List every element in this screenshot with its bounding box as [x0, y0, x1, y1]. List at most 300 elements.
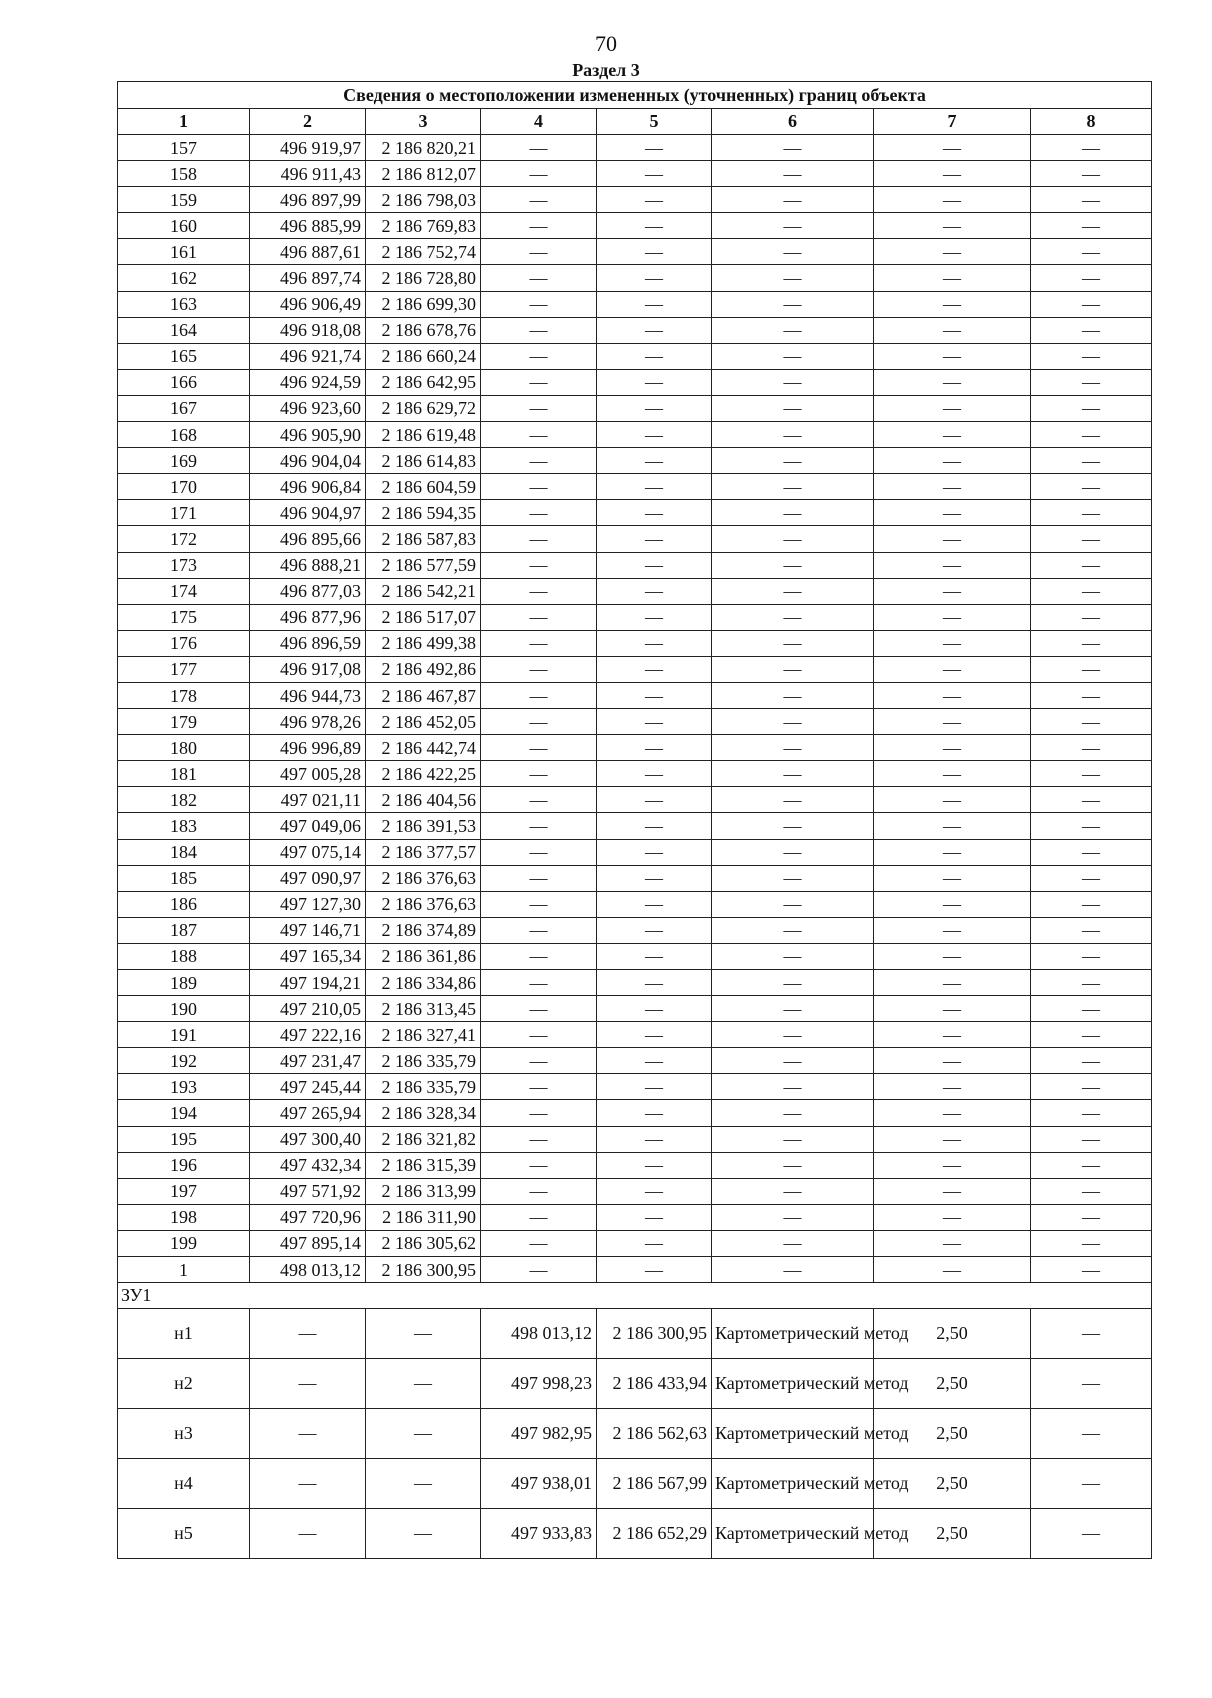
- point-number: 168: [118, 422, 250, 448]
- table-row: [118, 265, 1152, 291]
- point-number: 199: [118, 1230, 250, 1256]
- empty-value-dash: —: [712, 839, 874, 865]
- empty-value-dash: —: [481, 239, 597, 265]
- empty-value-dash: —: [874, 317, 1031, 343]
- point-number: 157: [118, 135, 250, 161]
- empty-value-dash: —: [712, 1126, 874, 1152]
- table-row: [118, 813, 1152, 839]
- empty-value-dash: —: [874, 787, 1031, 813]
- determination-method: Картометрический метод: [712, 1409, 874, 1459]
- empty-value-dash: —: [597, 317, 712, 343]
- table-row: [118, 1152, 1152, 1178]
- empty-value-dash: —: [1031, 526, 1152, 552]
- empty-value-dash: —: [874, 917, 1031, 943]
- empty-value-dash: —: [712, 1152, 874, 1178]
- empty-value-dash: —: [481, 135, 597, 161]
- empty-value-dash: —: [481, 604, 597, 630]
- coord-y-existing: 2 186 604,59: [366, 474, 481, 500]
- point-number: н3: [118, 1409, 250, 1459]
- empty-value-dash: —: [1031, 970, 1152, 996]
- determination-method: Картометрический метод: [712, 1359, 874, 1409]
- empty-value-dash: —: [481, 787, 597, 813]
- coord-y-existing: 2 186 660,24: [366, 343, 481, 369]
- empty-value-dash: —: [1031, 656, 1152, 682]
- empty-value-dash: —: [597, 213, 712, 239]
- empty-value-dash: —: [597, 1230, 712, 1256]
- empty-value-dash: —: [712, 761, 874, 787]
- empty-value-dash: —: [1031, 996, 1152, 1022]
- coord-x-new: 497 982,95: [481, 1409, 597, 1459]
- empty-value-dash: —: [597, 552, 712, 578]
- point-number: 179: [118, 709, 250, 735]
- empty-value-dash: —: [712, 343, 874, 369]
- empty-value-dash: —: [712, 474, 874, 500]
- empty-value-dash: —: [1031, 839, 1152, 865]
- table-row: [118, 526, 1152, 552]
- coord-y-existing: 2 186 542,21: [366, 578, 481, 604]
- empty-value-dash: —: [1031, 1509, 1152, 1559]
- empty-value-dash: —: [712, 630, 874, 656]
- coord-y-existing: 2 186 404,56: [366, 787, 481, 813]
- empty-value-dash: —: [874, 239, 1031, 265]
- empty-value-dash: —: [597, 1074, 712, 1100]
- empty-value-dash: —: [1031, 630, 1152, 656]
- table-row: [118, 1230, 1152, 1256]
- table-row: [118, 474, 1152, 500]
- coord-x-existing: 496 905,90: [250, 422, 366, 448]
- empty-value-dash: —: [874, 996, 1031, 1022]
- empty-value-dash: —: [597, 1048, 712, 1074]
- group-label: ЗУ1: [118, 1283, 1152, 1309]
- table-row: [118, 682, 1152, 708]
- boundary-coordinates-table: [117, 81, 1152, 1559]
- coord-x-existing: 496 904,04: [250, 448, 366, 474]
- coord-y-existing: 2 186 678,76: [366, 317, 481, 343]
- empty-value-dash: —: [874, 474, 1031, 500]
- point-number: 198: [118, 1204, 250, 1230]
- empty-value-dash: —: [481, 578, 597, 604]
- empty-value-dash: —: [712, 422, 874, 448]
- empty-value-dash: —: [874, 526, 1031, 552]
- empty-value-dash: —: [481, 996, 597, 1022]
- empty-value-dash: —: [712, 1257, 874, 1283]
- coord-y-existing: 2 186 499,38: [366, 630, 481, 656]
- empty-value-dash: —: [597, 682, 712, 708]
- empty-value-dash: —: [712, 735, 874, 761]
- coord-y-existing: 2 186 517,07: [366, 604, 481, 630]
- point-number: н1: [118, 1309, 250, 1359]
- coord-x-existing: 498 013,12: [250, 1257, 366, 1283]
- table-row: [118, 369, 1152, 395]
- empty-value-dash: —: [597, 448, 712, 474]
- table-row: [118, 865, 1152, 891]
- coord-y-existing: 2 186 374,89: [366, 917, 481, 943]
- coord-x-existing: 496 906,84: [250, 474, 366, 500]
- accuracy-value: 2,50: [874, 1409, 1031, 1459]
- column-header: 7: [874, 109, 1031, 135]
- empty-value-dash: —: [1031, 395, 1152, 421]
- coord-y-existing: 2 186 619,48: [366, 422, 481, 448]
- empty-value-dash: —: [874, 161, 1031, 187]
- empty-value-dash: —: [481, 448, 597, 474]
- point-number: 161: [118, 239, 250, 265]
- empty-value-dash: —: [597, 891, 712, 917]
- column-header: 3: [366, 109, 481, 135]
- empty-value-dash: —: [597, 709, 712, 735]
- table-row: [118, 213, 1152, 239]
- coord-y-existing: 2 186 769,83: [366, 213, 481, 239]
- point-number: 176: [118, 630, 250, 656]
- empty-value-dash: —: [597, 1126, 712, 1152]
- coord-y-existing: 2 186 442,74: [366, 735, 481, 761]
- empty-value-dash: —: [712, 187, 874, 213]
- empty-value-dash: —: [250, 1409, 366, 1459]
- coord-x-existing: 497 265,94: [250, 1100, 366, 1126]
- empty-value-dash: —: [481, 970, 597, 996]
- empty-value-dash: —: [874, 1048, 1031, 1074]
- point-number: 177: [118, 656, 250, 682]
- empty-value-dash: —: [597, 917, 712, 943]
- empty-value-dash: —: [1031, 604, 1152, 630]
- coord-x-existing: 497 194,21: [250, 970, 366, 996]
- table-row: [118, 317, 1152, 343]
- empty-value-dash: —: [597, 161, 712, 187]
- coord-x-existing: 496 923,60: [250, 395, 366, 421]
- table-title-row: [118, 82, 1152, 109]
- table-row: [118, 1409, 1152, 1459]
- coord-y-existing: 2 186 798,03: [366, 187, 481, 213]
- empty-value-dash: —: [712, 552, 874, 578]
- empty-value-dash: —: [597, 1204, 712, 1230]
- empty-value-dash: —: [712, 369, 874, 395]
- table-row: [118, 343, 1152, 369]
- coord-x-existing: 497 005,28: [250, 761, 366, 787]
- point-number: 185: [118, 865, 250, 891]
- empty-value-dash: —: [1031, 1309, 1152, 1359]
- empty-value-dash: —: [597, 395, 712, 421]
- point-number: 166: [118, 369, 250, 395]
- coord-y-existing: 2 186 305,62: [366, 1230, 481, 1256]
- empty-value-dash: —: [481, 1204, 597, 1230]
- empty-value-dash: —: [250, 1509, 366, 1559]
- column-header: 1: [118, 109, 250, 135]
- coord-y-existing: 2 186 629,72: [366, 395, 481, 421]
- coord-y-existing: 2 186 377,57: [366, 839, 481, 865]
- point-number: 187: [118, 917, 250, 943]
- empty-value-dash: —: [874, 1100, 1031, 1126]
- point-number: 186: [118, 891, 250, 917]
- empty-value-dash: —: [1031, 813, 1152, 839]
- empty-value-dash: —: [481, 526, 597, 552]
- accuracy-value: 2,50: [874, 1459, 1031, 1509]
- coord-y-existing: 2 186 311,90: [366, 1204, 481, 1230]
- point-number: 181: [118, 761, 250, 787]
- coord-x-existing: 496 888,21: [250, 552, 366, 578]
- empty-value-dash: —: [366, 1359, 481, 1409]
- coord-x-existing: 496 887,61: [250, 239, 366, 265]
- column-header: 6: [712, 109, 874, 135]
- coord-y-existing: 2 186 642,95: [366, 369, 481, 395]
- coord-y-existing: 2 186 300,95: [366, 1257, 481, 1283]
- empty-value-dash: —: [597, 1100, 712, 1126]
- empty-value-dash: —: [874, 291, 1031, 317]
- empty-value-dash: —: [874, 265, 1031, 291]
- point-number: 191: [118, 1022, 250, 1048]
- empty-value-dash: —: [1031, 1074, 1152, 1100]
- empty-value-dash: —: [597, 500, 712, 526]
- empty-value-dash: —: [1031, 735, 1152, 761]
- empty-value-dash: —: [481, 1022, 597, 1048]
- empty-value-dash: —: [1031, 682, 1152, 708]
- coord-x-existing: 497 049,06: [250, 813, 366, 839]
- point-number: 197: [118, 1178, 250, 1204]
- coord-y-new: 2 186 300,95: [597, 1309, 712, 1359]
- empty-value-dash: —: [1031, 317, 1152, 343]
- coord-x-existing: 496 911,43: [250, 161, 366, 187]
- empty-value-dash: —: [874, 1204, 1031, 1230]
- table-row: [118, 735, 1152, 761]
- coord-x-existing: 497 210,05: [250, 996, 366, 1022]
- point-number: 183: [118, 813, 250, 839]
- empty-value-dash: —: [1031, 1152, 1152, 1178]
- empty-value-dash: —: [1031, 213, 1152, 239]
- coord-y-existing: 2 186 587,83: [366, 526, 481, 552]
- empty-value-dash: —: [712, 317, 874, 343]
- coord-x-existing: 497 165,34: [250, 943, 366, 969]
- empty-value-dash: —: [366, 1409, 481, 1459]
- section-title: Раздел 3: [572, 60, 640, 80]
- point-number: 194: [118, 1100, 250, 1126]
- empty-value-dash: —: [874, 578, 1031, 604]
- table-row: [118, 970, 1152, 996]
- empty-value-dash: —: [1031, 291, 1152, 317]
- empty-value-dash: —: [874, 448, 1031, 474]
- point-number: 189: [118, 970, 250, 996]
- coord-x-existing: 496 877,03: [250, 578, 366, 604]
- empty-value-dash: —: [1031, 1230, 1152, 1256]
- empty-value-dash: —: [597, 761, 712, 787]
- empty-value-dash: —: [597, 813, 712, 839]
- empty-value-dash: —: [481, 1126, 597, 1152]
- point-number: 174: [118, 578, 250, 604]
- point-number: 162: [118, 265, 250, 291]
- table-row: [118, 1022, 1152, 1048]
- coord-y-existing: 2 186 594,35: [366, 500, 481, 526]
- coord-x-existing: 497 090,97: [250, 865, 366, 891]
- empty-value-dash: —: [874, 761, 1031, 787]
- coord-x-existing: 496 895,66: [250, 526, 366, 552]
- point-number: 192: [118, 1048, 250, 1074]
- coord-x-existing: 497 075,14: [250, 839, 366, 865]
- coord-y-existing: 2 186 327,41: [366, 1022, 481, 1048]
- column-header: 5: [597, 109, 712, 135]
- empty-value-dash: —: [712, 1048, 874, 1074]
- empty-value-dash: —: [597, 291, 712, 317]
- coord-x-new: 498 013,12: [481, 1309, 597, 1359]
- empty-value-dash: —: [597, 630, 712, 656]
- empty-value-dash: —: [712, 996, 874, 1022]
- empty-value-dash: —: [874, 187, 1031, 213]
- empty-value-dash: —: [481, 1152, 597, 1178]
- empty-value-dash: —: [481, 161, 597, 187]
- empty-value-dash: —: [1031, 787, 1152, 813]
- coord-y-existing: 2 186 391,53: [366, 813, 481, 839]
- empty-value-dash: —: [874, 1022, 1031, 1048]
- page-number: 70: [595, 31, 617, 56]
- table-row: [118, 996, 1152, 1022]
- coord-y-new: 2 186 433,94: [597, 1359, 712, 1409]
- table-row: [118, 709, 1152, 735]
- coord-y-existing: 2 186 334,86: [366, 970, 481, 996]
- empty-value-dash: —: [481, 1048, 597, 1074]
- point-number: 172: [118, 526, 250, 552]
- empty-value-dash: —: [366, 1509, 481, 1559]
- empty-value-dash: —: [597, 239, 712, 265]
- coord-y-existing: 2 186 335,79: [366, 1074, 481, 1100]
- table-row: [118, 943, 1152, 969]
- empty-value-dash: —: [874, 630, 1031, 656]
- empty-value-dash: —: [481, 369, 597, 395]
- table-row: [118, 239, 1152, 265]
- column-header-row: [118, 109, 1152, 135]
- empty-value-dash: —: [1031, 474, 1152, 500]
- point-number: 164: [118, 317, 250, 343]
- point-number: 159: [118, 187, 250, 213]
- empty-value-dash: —: [481, 187, 597, 213]
- empty-value-dash: —: [481, 500, 597, 526]
- empty-value-dash: —: [366, 1309, 481, 1359]
- empty-value-dash: —: [712, 1100, 874, 1126]
- empty-value-dash: —: [481, 735, 597, 761]
- empty-value-dash: —: [1031, 761, 1152, 787]
- empty-value-dash: —: [597, 787, 712, 813]
- empty-value-dash: —: [481, 839, 597, 865]
- coord-x-existing: 496 921,74: [250, 343, 366, 369]
- empty-value-dash: —: [1031, 1409, 1152, 1459]
- determination-method: Картометрический метод: [712, 1459, 874, 1509]
- coord-y-existing: 2 186 820,21: [366, 135, 481, 161]
- accuracy-value: 2,50: [874, 1509, 1031, 1559]
- accuracy-value: 2,50: [874, 1309, 1031, 1359]
- table-row: [118, 1048, 1152, 1074]
- coord-x-existing: 497 245,44: [250, 1074, 366, 1100]
- empty-value-dash: —: [481, 422, 597, 448]
- empty-value-dash: —: [874, 891, 1031, 917]
- empty-value-dash: —: [874, 604, 1031, 630]
- empty-value-dash: —: [874, 709, 1031, 735]
- empty-value-dash: —: [1031, 1048, 1152, 1074]
- empty-value-dash: —: [597, 604, 712, 630]
- empty-value-dash: —: [1031, 343, 1152, 369]
- coord-x-existing: 496 924,59: [250, 369, 366, 395]
- empty-value-dash: —: [712, 787, 874, 813]
- empty-value-dash: —: [874, 1257, 1031, 1283]
- empty-value-dash: —: [1031, 1178, 1152, 1204]
- empty-value-dash: —: [1031, 265, 1152, 291]
- empty-value-dash: —: [712, 682, 874, 708]
- coord-x-existing: 496 944,73: [250, 682, 366, 708]
- empty-value-dash: —: [481, 1257, 597, 1283]
- empty-value-dash: —: [597, 1152, 712, 1178]
- coord-x-existing: 496 897,74: [250, 265, 366, 291]
- empty-value-dash: —: [1031, 1459, 1152, 1509]
- empty-value-dash: —: [1031, 369, 1152, 395]
- coord-x-existing: 497 895,14: [250, 1230, 366, 1256]
- coord-x-existing: 496 996,89: [250, 735, 366, 761]
- empty-value-dash: —: [1031, 1022, 1152, 1048]
- empty-value-dash: —: [1031, 1100, 1152, 1126]
- table-row: [118, 1509, 1152, 1559]
- group-label-row: [118, 1283, 1152, 1309]
- empty-value-dash: —: [874, 813, 1031, 839]
- coord-x-existing: 496 904,97: [250, 500, 366, 526]
- determination-method: Картометрический метод: [712, 1509, 874, 1559]
- point-number: н5: [118, 1509, 250, 1559]
- table-row: [118, 578, 1152, 604]
- coord-y-existing: 2 186 728,80: [366, 265, 481, 291]
- point-number: 184: [118, 839, 250, 865]
- empty-value-dash: —: [874, 735, 1031, 761]
- empty-value-dash: —: [712, 1178, 874, 1204]
- empty-value-dash: —: [712, 970, 874, 996]
- point-number: 167: [118, 395, 250, 421]
- empty-value-dash: —: [874, 656, 1031, 682]
- coord-x-existing: 497 432,34: [250, 1152, 366, 1178]
- empty-value-dash: —: [481, 1230, 597, 1256]
- table-row: [118, 761, 1152, 787]
- empty-value-dash: —: [712, 709, 874, 735]
- empty-value-dash: —: [597, 474, 712, 500]
- point-number: 182: [118, 787, 250, 813]
- empty-value-dash: —: [481, 1100, 597, 1126]
- table-row: [118, 448, 1152, 474]
- empty-value-dash: —: [1031, 552, 1152, 578]
- coord-x-existing: 497 222,16: [250, 1022, 366, 1048]
- empty-value-dash: —: [481, 265, 597, 291]
- empty-value-dash: —: [874, 552, 1031, 578]
- point-number: 180: [118, 735, 250, 761]
- point-number: 193: [118, 1074, 250, 1100]
- empty-value-dash: —: [481, 1074, 597, 1100]
- coord-y-existing: 2 186 452,05: [366, 709, 481, 735]
- empty-value-dash: —: [481, 291, 597, 317]
- coord-y-existing: 2 186 361,86: [366, 943, 481, 969]
- empty-value-dash: —: [481, 682, 597, 708]
- accuracy-value: 2,50: [874, 1359, 1031, 1409]
- empty-value-dash: —: [712, 865, 874, 891]
- empty-value-dash: —: [874, 1178, 1031, 1204]
- empty-value-dash: —: [481, 865, 597, 891]
- empty-value-dash: —: [597, 1257, 712, 1283]
- empty-value-dash: —: [481, 709, 597, 735]
- point-number: н2: [118, 1359, 250, 1409]
- empty-value-dash: —: [874, 1126, 1031, 1152]
- empty-value-dash: —: [874, 395, 1031, 421]
- empty-value-dash: —: [1031, 1359, 1152, 1409]
- table-row: [118, 917, 1152, 943]
- point-number: 170: [118, 474, 250, 500]
- empty-value-dash: —: [597, 1178, 712, 1204]
- empty-value-dash: —: [481, 813, 597, 839]
- coord-y-existing: 2 186 422,25: [366, 761, 481, 787]
- empty-value-dash: —: [597, 135, 712, 161]
- point-number: 175: [118, 604, 250, 630]
- empty-value-dash: —: [1031, 448, 1152, 474]
- empty-value-dash: —: [1031, 161, 1152, 187]
- empty-value-dash: —: [481, 891, 597, 917]
- empty-value-dash: —: [712, 917, 874, 943]
- empty-value-dash: —: [712, 578, 874, 604]
